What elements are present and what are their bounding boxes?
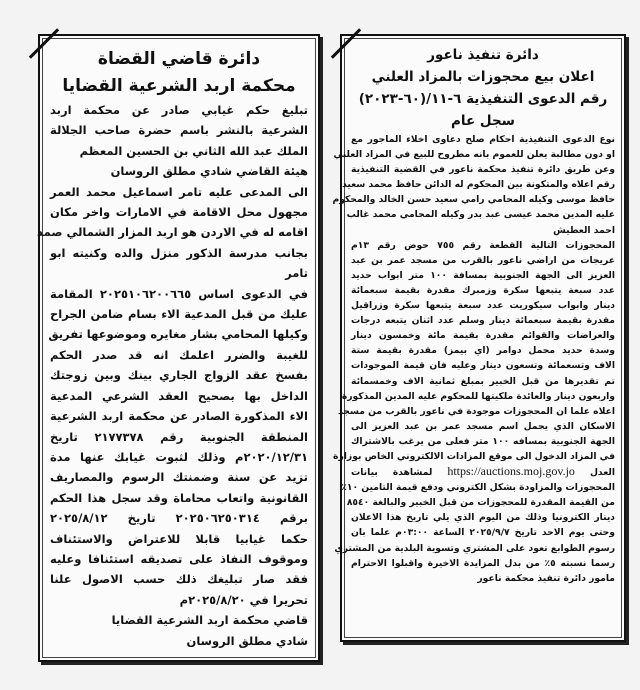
text-line: اقامه له في الاردن هو اربد المزار الشمالي صمد [36, 225, 308, 240]
case-number: رقم الدعوى التنفيذية ٦-١١/(٦٠-٢٠٢٣) [358, 91, 608, 107]
text-line: في المزاد الدخول الى موقع المزادات الالكتروني الخاص بوزارة [333, 450, 615, 462]
notice-title: دائرة قاضي القضاة [97, 49, 261, 69]
text-line: تم تقديرها من قبل الخبير بمبلغ ثمانية الاف وخمسمائة [351, 375, 615, 387]
text-line: عليه المدين محمد عيسى عبد بدر وكيله المحامي محمد غالب [346, 209, 615, 221]
corner-ribbon [340, 34, 364, 58]
text-line: وكيلها المحامي بشار مغايره وموضوعها تفريق [48, 327, 308, 342]
text-line: الاسكان الذي يحمل اسم مسجد عمر بن عبد العزيز الى [351, 420, 615, 432]
text-line: الاف وتسعمائة وتسعون دينار وعليه فان قيمة الموجودات [351, 360, 615, 372]
text-line: وموقوف النفاذ على تصديقه استئنافا وعليه [50, 551, 308, 566]
text-line: مامور دائرة تنفيذ محكمة ناعور [477, 572, 615, 584]
text-line: بفسخ عقد الزواج الجاري بينك وبين زوجتك [50, 368, 308, 383]
text-line: رسما نسبته ٥٪ من بدل المزايدة الاخيرة واقبلوا الاحترام [351, 557, 615, 569]
text-line: وعن طريق دائرة تنفيذ محكمة ناعور في القضية التنفيذية [351, 164, 615, 176]
url-line [351, 464, 615, 480]
text-line: او دون مطالبة يعلن للعموم بانه مطروح للبيع في المزاد العلني [333, 149, 615, 161]
url-line-text: العدل [589, 467, 616, 479]
text-line: العزيز الى الجهة الجنوبية بمسافة ١٠٠ متر ابواب حديد [351, 269, 615, 281]
text-line: تبليغ حكم غيابي صادر عن محكمة اربد [50, 103, 308, 117]
text-line: احمد العطيش [553, 224, 615, 236]
text-line: الاء المذكورة الصادر عن محكمة اربد الشرعية [50, 409, 308, 424]
text-line: دينار وابواب سيكوريت عدد سبعة يتبعها سكرة وزراقيل [351, 300, 615, 312]
text-line: حكما غيابيا قابلا للاعتراض والاستئناف [50, 531, 308, 546]
text-line: الجهة الجنوبية بمسافه ١٠٠ متر فعلى من يرغب بالاشتراك [351, 435, 615, 447]
text-line: القانونية واتعاب محاماة وقد سجل هذا الحكم [50, 490, 308, 505]
text-line: في الدعوى اساس ٢٠٢٥١٠٦٢٠٠٦٦٥ المقامة [50, 286, 308, 301]
text-line: ٢٠٢٠/١٢/٣١م وذلك لثبوت غيابك عنها مدة [50, 449, 308, 464]
notice-body [332, 132, 616, 586]
text-line: الشرعية بالنشر باسم حضرة صاحب الجلالة [50, 123, 308, 138]
text-line: رقم اعلاه والمتكونة بين المحكوم له الدائن حافظ محمد سعيد [342, 179, 615, 191]
text-line: هيئة القاضي شادي مطلق الروسان [110, 164, 308, 179]
text-line: مقدرة بقيمة سبعمائة دينار وسلم عدد اثنان يتبعه درجات [351, 315, 615, 327]
text-line: فقد صار تبليغك ذلك حسب الاصول علنا [50, 572, 308, 587]
text-line: الملك عبد الله الثاني بن الحسين المعظم [79, 143, 308, 158]
notice-title: دائرة تنفيذ ناعور [427, 47, 539, 63]
text-line: عريجات من اراضي ناعور بالقرب من مسجد عمر بن عبد [351, 254, 615, 266]
text-line: رسوم الطوابع تعود على المشتري وتسوية البلدية من المشتري [334, 542, 615, 554]
text-line: المحجوزات التالية القطعة رقم ٧٥٥ حوض رقم ١٣م [351, 239, 615, 251]
register-type: سجل عام [451, 113, 515, 129]
text-line: قاضي محكمة اربد الشرعية القضايا [111, 613, 308, 628]
text-line: اعلاه علما ان المحجوزات موجودة في ناعور بالقرب من مسجد [337, 405, 615, 417]
text-line: وسدة حديد محمل دوامر (اي بيمز) مقدرة بقيمة ستة [351, 345, 615, 357]
text-line: تزيد عن سنة وضمنتك الرسوم والمصاريف [50, 470, 308, 485]
text-line: حافظ موسى وكيله المحامي رامي سعيد حسن الخالد والمحكوم [332, 194, 615, 206]
text-line: المنطقة الجنوبية رقم ٢١٧٧٣٧٨ تاريخ [50, 429, 308, 444]
corner-ribbon [38, 34, 62, 58]
text-line: الى المدعى عليه تامر اسماعيل محمد العمر [50, 184, 308, 199]
notice-body [36, 100, 309, 651]
text-line: من القيمة المقدرة للمحجوزات من قبل الخبير والبالغة ٨٥٤٠ [346, 497, 615, 509]
text-line: وحتى يوم الاحد تاريخ ٢٠٢٥/٩/٧ الساعة ٠٣:٠٠م علما بان [351, 527, 615, 539]
auction-notice-right [332, 34, 626, 642]
text-line: مجهول محل الاقامة في الامارات واخر مكان [50, 205, 308, 220]
text-line: للغيبة والضرر اعلمك انه قد صدر الحكم [50, 347, 308, 362]
text-line: نوع الدعوى التنفيذية احكام صلح دعاوى اخلاء الماجور مع [351, 134, 615, 145]
text-line: عليك من قبل المدعية الاء بسام ضامن الجراح [50, 307, 308, 322]
text-line: تامر [285, 266, 308, 281]
court-notice-left [38, 34, 320, 662]
text-line: والعراضات والقوائم مقدرة بقيمة مائة وخمسون دينار [351, 330, 615, 342]
text-line: تحريرا في ٢٠٢٥/٨/٢٠م [179, 592, 308, 607]
text-line: بجانب مدرسة الذكور منزل والده وكنيته ابو [50, 245, 308, 260]
text-line: واربعون دينار والعائدة ملكيتها للمحكوم عليه المدين المذكورة [341, 390, 615, 402]
notice-subtitle: محكمة اربد الشرعية القضايا [62, 76, 296, 96]
text-line: عدد سبعة يتبعها سكرة وزمبرك مقدرة بقيمة سبعمائة [351, 284, 615, 296]
notice-subtitle: اعلان بيع محجوزات بالمزاد العلني [371, 69, 595, 85]
url-line-text: لمشاهدة بيانات [351, 467, 433, 479]
text-line: الداخل بها بصحيح العقد الشرعي المدعية [50, 388, 308, 403]
text-line: المحجوزات والمزاودة بشكل الكتروني ودفع قيمة التامين ١٠٪ [341, 482, 615, 494]
text-line: برقم ٢٠٢٥٠٦٢٥٠٣١٤ تاريخ ٢٠٢٥/٨/١٢ [50, 511, 309, 526]
text-line: شادي مطلق الروسان [186, 633, 308, 648]
text-line: دينار الكترونيا وذلك من اليوم الذي يلي تاريخ هذا الاعلان [351, 512, 615, 524]
auction-site-link[interactable]: https://auctions.moj.gov.jo [447, 464, 575, 479]
